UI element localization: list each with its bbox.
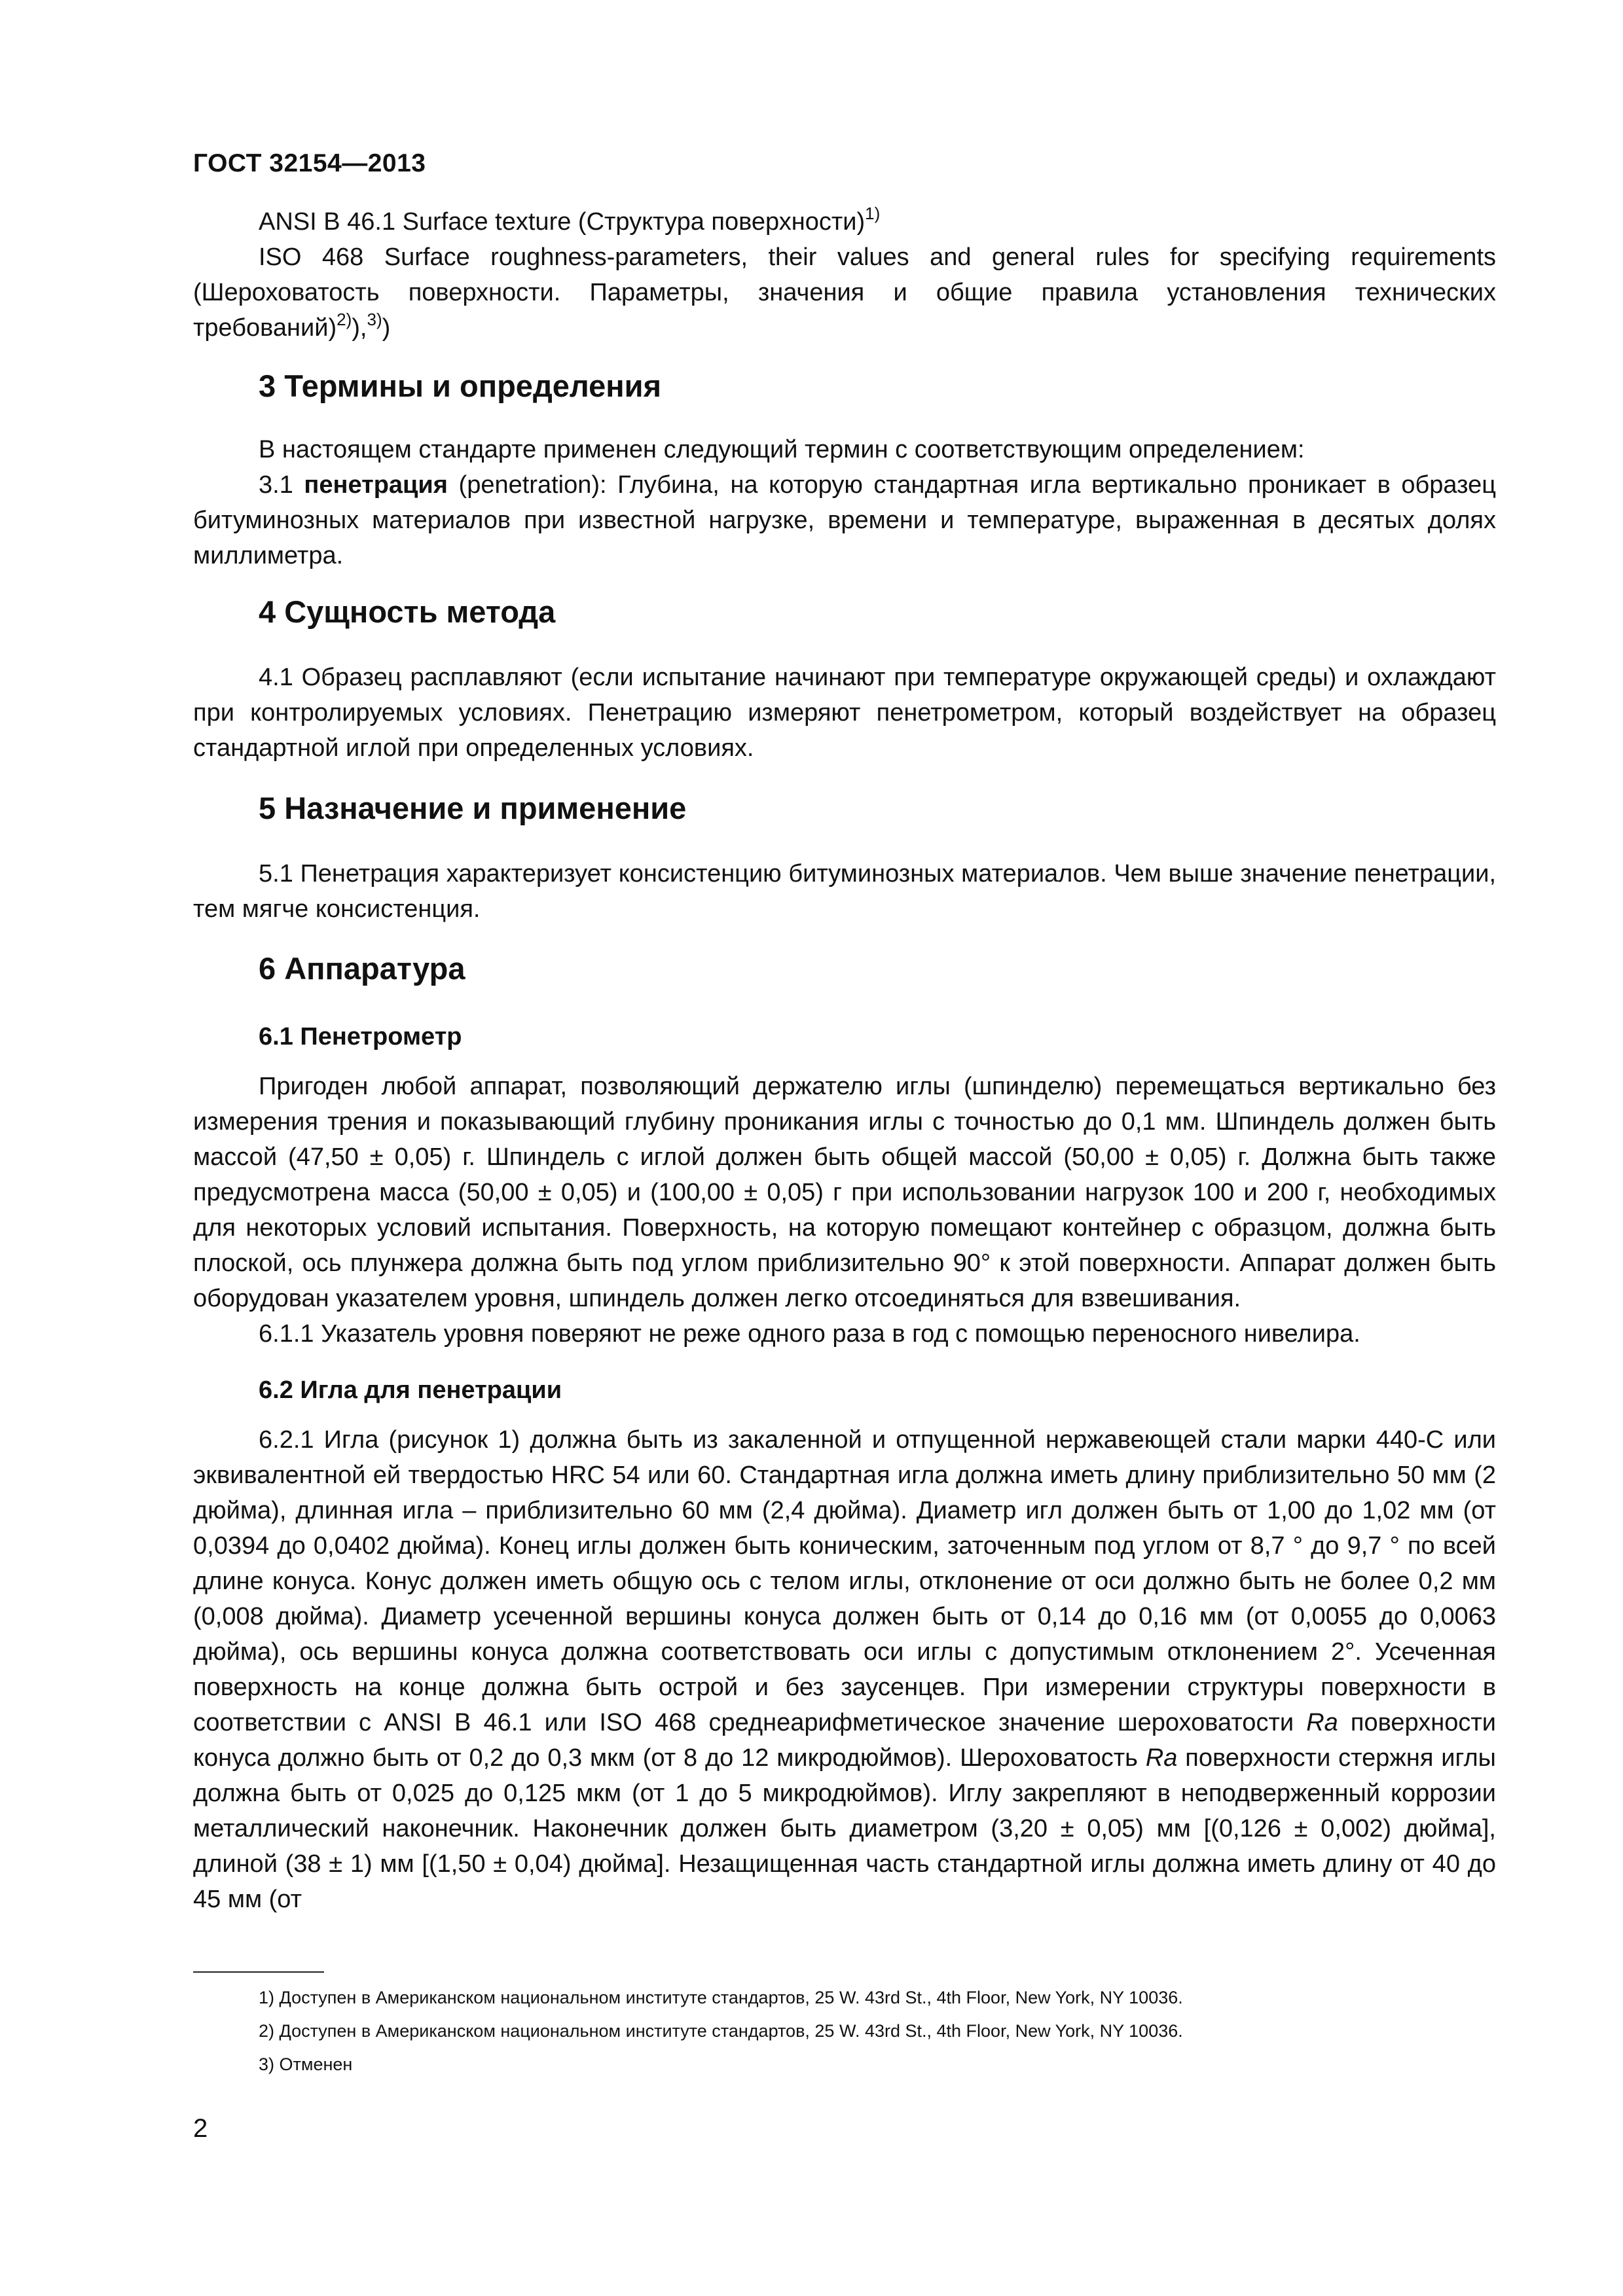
section-4-title: 4 Сущность метода bbox=[259, 594, 556, 629]
subsection-6-1 bbox=[193, 1019, 1496, 1054]
section-3-body bbox=[193, 432, 1496, 573]
section-4-body bbox=[193, 660, 1496, 766]
term-definition: 3.1 пенетрация (penetration): Глубина, на которую стандартная игла вертикально проникает в образец битуминозных материалов при известной нагрузке, времени и температуре, выраженная в десятых долях миллиметра. bbox=[193, 471, 1496, 569]
section-5-paragraph: 5.1 Пенетрация характеризует консистенцию битуминозных материалов. Чем выше значение пенетрации, тем мягче консистенция. bbox=[193, 860, 1496, 923]
section-3-intro: В настоящем стандарте применен следующий термин с соответствующим определением: bbox=[259, 436, 1305, 463]
references-block bbox=[193, 204, 1496, 346]
subsection-6-2-body bbox=[193, 1422, 1496, 1917]
level-check-paragraph: 6.1.1 Указатель уровня поверяют не реже одного раза в год с помощью переносного нивелира. bbox=[259, 1320, 1360, 1348]
section-6 bbox=[193, 949, 1496, 988]
ref-ansi: ANSI B 46.1 Surface texture (Структура поверхности)$^{1)}$ bbox=[259, 204, 881, 236]
section-6-title: 6 Аппаратура bbox=[259, 951, 465, 986]
page-number: 2 bbox=[193, 2114, 208, 2143]
term: пенетрация bbox=[304, 471, 448, 499]
section-5-body bbox=[193, 856, 1496, 927]
footnote-ref-2: 2) bbox=[337, 310, 352, 329]
section-5 bbox=[193, 789, 1496, 828]
section-3 bbox=[193, 367, 1496, 406]
footnote-2: 2) Доступен в Американском национальном институте стандартов, 25 W. 43rd St., 4th Floor, New York, NY 10036. bbox=[259, 2021, 1183, 2041]
subsection-6-2 bbox=[193, 1372, 1496, 1408]
ref-iso: ISO 468 Surface roughness-parameters, their values and general rules for specifying requirements (Шероховатость поверхности. Параметры, значения и общие правила установления технических требований)$^{2)}$),$^{3)}$) bbox=[193, 243, 1496, 342]
footnote-1: 1) Доступен в Американском национальном институте стандартов, 25 W. 43rd St., 4th Floor, New York, NY 10036. bbox=[259, 1988, 1183, 2007]
footnote-ref-3: 3) bbox=[367, 310, 382, 329]
document-header: ГОСТ 32154—2013 bbox=[193, 149, 426, 177]
subsection-6-2-title: 6.2 Игла для пенетрации bbox=[259, 1376, 562, 1404]
section-4-paragraph: 4.1 Образец расплавляют (если испытание начинают при температуре окружающей среды) и охлаждают при контролируемых условиях. Пенетрацию измеряют пенетрометром, который воздействует на образец стандартной иглой при определенных условиях. bbox=[193, 664, 1496, 762]
footnote-ref-1: 1) bbox=[865, 204, 881, 223]
footnote-3: 3) Отменен bbox=[259, 2054, 353, 2074]
footnote-divider bbox=[193, 1971, 324, 1973]
subsection-6-1-title: 6.1 Пенетрометр bbox=[259, 1023, 462, 1050]
subsection-6-1-body bbox=[193, 1069, 1496, 1352]
section-5-title: 5 Назначение и применение bbox=[259, 791, 687, 825]
needle-paragraph: 6.2.1 Игла (рисунок 1) должна быть из закаленной и отпущенной нержавеющей стали марки 440-С или эквивалентной ей твердостью HRC 54 или 60. Стандартная игла должна иметь длину приблизительно 50 мм (2 дюйма), длинная игла – приблизительно 60 мм (2,4 дюйма). Диаметр игл должен быть от 1,00 до 1,02 мм (от 0,0394 до 0,0402 дюйма). Конец иглы должен быть коническим, заточенным под углом от 8,7 ° до 9,7 ° по всей длине конуса. Конус должен иметь общую ось с телом иглы, отклонение от оси должно быть не более 0,2 мм (0,008 дюйма). Диаметр усеченной вершины конуса должен быть от 0,14 до 0,16 мм (от 0,0055 до 0,0063 дюйма), ось вершины конуса должна соответствовать оси иглы с допустимым отклонением 2°. Усеченная поверхность на конце должна быть острой и без заусенцев. При измерении структуры поверхности в соответствии с ANSI B 46.1 или ISO 468 среднеарифметическое значение шероховатости Ra поверхности конуса должно быть от 0,2 до 0,3 мкм (от 8 до 12 микродюймов). Шероховатость Ra поверхности стержня иглы должна быть от 0,025 до 0,125 мкм (от 1 до 5 микродюймов). Иглу закрепляют в неподверженный коррозии металлический наконечник. Наконечник должен быть диаметром (3,20 ± 0,05) мм [(0,126 ± 0,002) дюйма], длиной (38 ± 1) мм [(1,50 ± 0,04) дюйма]. Незащищенная часть стандартной иглы должна иметь длину от 40 до 45 мм (от bbox=[193, 1426, 1496, 1913]
section-4 bbox=[193, 592, 1496, 632]
section-3-title: 3 Термины и определения bbox=[259, 368, 661, 403]
penetrometer-paragraph: Пригоден любой аппарат, позволяющий держателю иглы (шпинделю) перемещаться вертикально без измерения трения и показывающий глубину проникания иглы с точностью до 0,1 мм. Шпиндель должен быть массой (47,50 ± 0,05) г. Шпиндель с иглой должен быть общей массой (50,00 ± 0,05) г. Должна быть также предусмотрена масса (50,00 ± 0,05) и (100,00 ± 0,05) г при использовании нагрузок 100 и 200 г, необходимых для некоторых условий испытания. Поверхность, на которую помещают контейнер с образцом, должна быть плоской, ось плунжера должна быть под углом приблизительно 90° к этой поверхности. Аппарат должен быть оборудован указателем уровня, шпиндель должен легко отсоединяться для взвешивания. bbox=[193, 1073, 1496, 1312]
